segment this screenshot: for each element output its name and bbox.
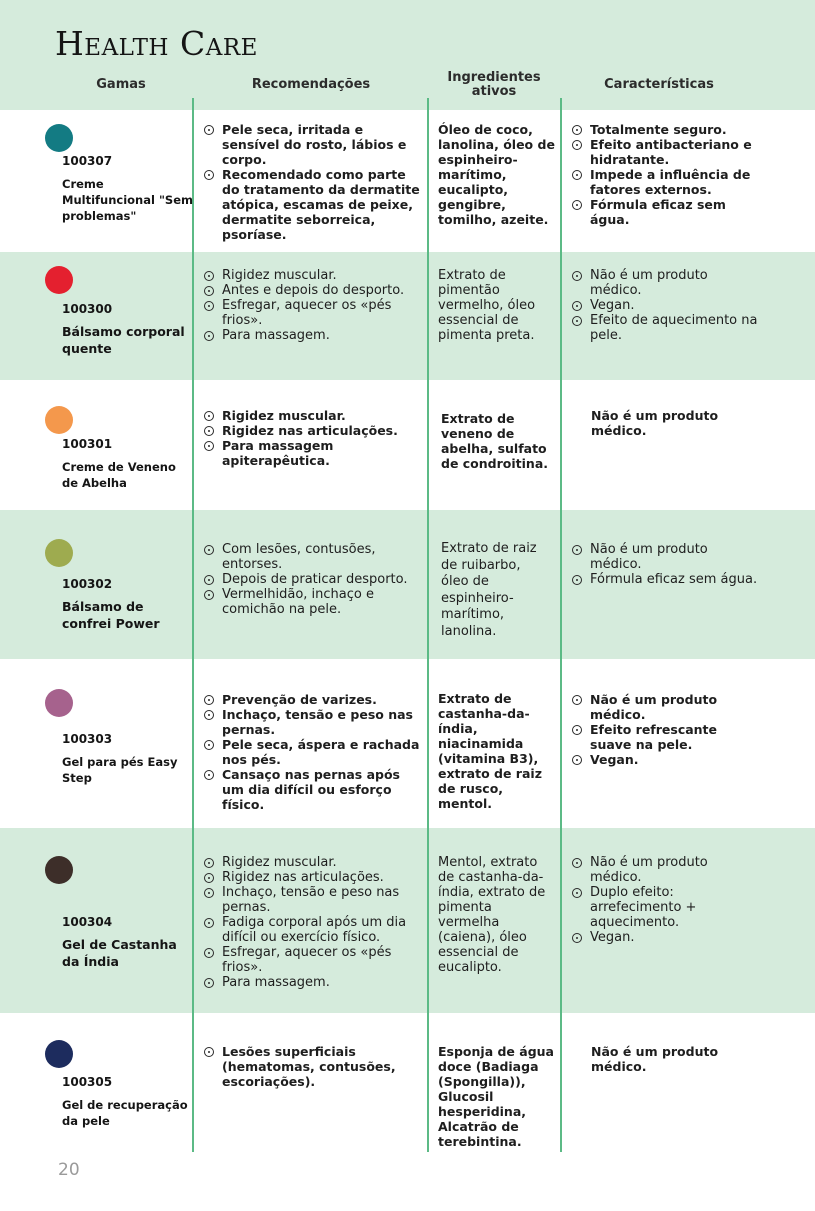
list-item: Rigidez nas articulações. — [204, 423, 420, 438]
circle-dot-icon — [204, 948, 214, 958]
circle-dot-icon — [572, 170, 582, 180]
page-title: Health Care — [55, 24, 258, 63]
product-name: Gel para pés Easy Step — [62, 755, 178, 785]
list-item: Com lesões, contusões, entorses. — [204, 542, 420, 572]
page-number: 20 — [58, 1160, 80, 1180]
ingredients-text: Extrato de raiz de ruibarbo, óleo de espinheiro-marítimo, lanolina. — [441, 541, 537, 639]
ingredients-text: Extrato de castanha-da-índia, niacinamida (vitamina B3), extrato de raiz de rusco, mentol. — [438, 691, 542, 811]
circle-dot-icon — [572, 695, 582, 705]
column-header-ingredientes-line1: Ingredientes — [447, 70, 541, 85]
list-item: Lesões superficiais (hematomas, contusões, escoriações). — [204, 1044, 420, 1089]
features-list — [572, 542, 758, 587]
list-item: Vegan. — [572, 752, 758, 767]
circle-dot-icon — [204, 426, 214, 436]
color-dot-icon — [45, 856, 73, 884]
circle-dot-icon — [204, 286, 214, 296]
column-header-gamas: Gamas — [96, 77, 146, 92]
product-code: 100301 — [62, 437, 113, 451]
recommendations-list — [204, 122, 420, 242]
product-name: Bálsamo corporal quente — [62, 324, 185, 356]
circle-dot-icon — [204, 545, 214, 555]
circle-dot-icon — [204, 770, 214, 780]
list-item: Fadiga corporal após um dia difícil ou exercício físico. — [204, 915, 420, 945]
list-item: Não é um produto médico. — [572, 855, 758, 885]
circle-dot-icon — [204, 271, 214, 281]
list-item: Impede a influência de fatores externos. — [572, 167, 758, 197]
circle-dot-icon — [204, 590, 214, 600]
list-item: Prevenção de varizes. — [204, 692, 420, 707]
circle-dot-icon — [204, 170, 214, 180]
circle-dot-icon — [204, 978, 214, 988]
ingredients-text: Esponja de água doce (Badiaga (Spongilla)), Glucosil hesperidina, Alcatrão de terebintina. — [438, 1044, 554, 1149]
list-item: Fórmula eficaz sem água. — [572, 572, 758, 587]
list-item: Cansaço nas pernas após um dia difícil ou esforço físico. — [204, 767, 420, 812]
features-text: Não é um produto médico. — [591, 408, 719, 438]
color-dot-icon — [45, 689, 73, 717]
list-item: Pele seca, irritada e sensível do rosto, lábios e corpo. — [204, 122, 420, 167]
list-item: Fórmula eficaz sem água. — [572, 197, 758, 227]
product-name: Gel de Castanha da Índia — [62, 937, 177, 969]
color-dot-icon — [45, 1040, 73, 1068]
product-code: 100304 — [62, 915, 113, 929]
product-name: Bálsamo de confrei Power — [62, 599, 160, 631]
circle-dot-icon — [572, 575, 582, 585]
list-item: Para massagem. — [204, 975, 420, 990]
circle-dot-icon — [204, 1047, 214, 1057]
column-header-caracteristicas: Características — [604, 77, 714, 92]
list-item: Não é um produto médico. — [572, 692, 758, 722]
column-header-ingredientes — [432, 71, 556, 100]
features-list — [572, 692, 758, 767]
product-code: 100302 — [62, 577, 113, 591]
circle-dot-icon — [572, 140, 582, 150]
circle-dot-icon — [572, 725, 582, 735]
ingredients-text: Óleo de coco, lanolina, óleo de espinheiro-marítimo, eucalipto, gengibre, tomilho, azeite. — [438, 122, 555, 227]
list-item: Pele seca, áspera e rachada nos pés. — [204, 737, 420, 767]
circle-dot-icon — [204, 710, 214, 720]
recommendations-list — [204, 408, 420, 468]
list-item: Rigidez muscular. — [204, 408, 420, 423]
column-header-recomendacoes: Recomendações — [251, 77, 371, 92]
color-dot-icon — [45, 266, 73, 294]
circle-dot-icon — [572, 933, 582, 943]
product-code: 100303 — [62, 732, 113, 746]
list-item: Depois de praticar desporto. — [204, 572, 420, 587]
list-item: Esfregar, aquecer os «pés frios». — [204, 298, 420, 328]
circle-dot-icon — [204, 411, 214, 421]
list-item: Duplo efeito: arrefecimento + aquecimento. — [572, 885, 758, 930]
list-item: Não é um produto médico. — [572, 542, 758, 572]
recommendations-list — [204, 1044, 420, 1089]
recommendations-list — [204, 855, 420, 990]
recommendations-list — [204, 692, 420, 812]
list-item: Rigidez muscular. — [204, 855, 420, 870]
product-name: Gel de recuperação da pele — [62, 1098, 188, 1128]
features-list — [572, 855, 758, 945]
product-code: 100307 — [62, 154, 113, 168]
list-item: Efeito de aquecimento na pele. — [572, 313, 758, 343]
color-dot-icon — [45, 406, 73, 434]
circle-dot-icon — [572, 301, 582, 311]
circle-dot-icon — [572, 545, 582, 555]
list-item: Recomendado como parte do tratamento da dermatite atópica, escamas de peixe, dermatite seborreica, psoríase. — [204, 167, 420, 242]
list-item: Rigidez nas articulações. — [204, 870, 420, 885]
recommendations-list — [204, 542, 420, 617]
circle-dot-icon — [572, 200, 582, 210]
circle-dot-icon — [572, 271, 582, 281]
list-item: Vegan. — [572, 930, 758, 945]
circle-dot-icon — [572, 888, 582, 898]
list-item: Esfregar, aquecer os «pés frios». — [204, 945, 420, 975]
column-divider — [560, 98, 562, 1152]
list-item: Antes e depois do desporto. — [204, 283, 420, 298]
features-list — [572, 122, 758, 227]
circle-dot-icon — [572, 125, 582, 135]
product-code: 100305 — [62, 1075, 113, 1089]
circle-dot-icon — [204, 858, 214, 868]
ingredients-text: Extrato de pimentão vermelho, óleo essencial de pimenta preta. — [438, 268, 536, 343]
list-item: Para massagem apiterapêutica. — [204, 438, 420, 468]
recommendations-list — [204, 268, 420, 343]
circle-dot-icon — [572, 316, 582, 326]
list-item: Para massagem. — [204, 328, 420, 343]
product-name: Creme Multifuncional "Sem problemas" — [62, 177, 193, 223]
features-list — [572, 268, 758, 343]
product-code: 100300 — [62, 302, 113, 316]
circle-dot-icon — [204, 331, 214, 341]
list-item: Não é um produto médico. — [572, 268, 758, 298]
circle-dot-icon — [204, 918, 214, 928]
list-item: Efeito refrescante suave na pele. — [572, 722, 758, 752]
list-item: Inchaço, tensão e peso nas pernas. — [204, 707, 420, 737]
circle-dot-icon — [204, 873, 214, 883]
circle-dot-icon — [572, 858, 582, 868]
column-divider — [427, 98, 429, 1152]
list-item: Efeito antibacteriano e hidratante. — [572, 137, 758, 167]
color-dot-icon — [45, 539, 73, 567]
circle-dot-icon — [572, 755, 582, 765]
list-item: Totalmente seguro. — [572, 122, 758, 137]
list-item: Vegan. — [572, 298, 758, 313]
circle-dot-icon — [204, 125, 214, 135]
list-item: Rigidez muscular. — [204, 268, 420, 283]
color-dot-icon — [45, 124, 73, 152]
ingredients-text: Mentol, extrato de castanha-da-índia, extrato de pimenta vermelha (caiena), óleo essencial de eucalipto. — [438, 855, 546, 975]
circle-dot-icon — [204, 441, 214, 451]
circle-dot-icon — [204, 301, 214, 311]
features-text: Não é um produto médico. — [591, 1044, 719, 1074]
product-name: Creme de Veneno de Abelha — [62, 460, 176, 490]
circle-dot-icon — [204, 740, 214, 750]
circle-dot-icon — [204, 888, 214, 898]
list-item: Vermelhidão, inchaço e comichão na pele. — [204, 587, 420, 617]
column-header-ingredientes-line2: ativos — [471, 84, 517, 100]
circle-dot-icon — [204, 695, 214, 705]
list-item: Inchaço, tensão e peso nas pernas. — [204, 885, 420, 915]
ingredients-text: Extrato de veneno de abelha, sulfato de condroitina. — [441, 411, 549, 471]
circle-dot-icon — [204, 575, 214, 585]
